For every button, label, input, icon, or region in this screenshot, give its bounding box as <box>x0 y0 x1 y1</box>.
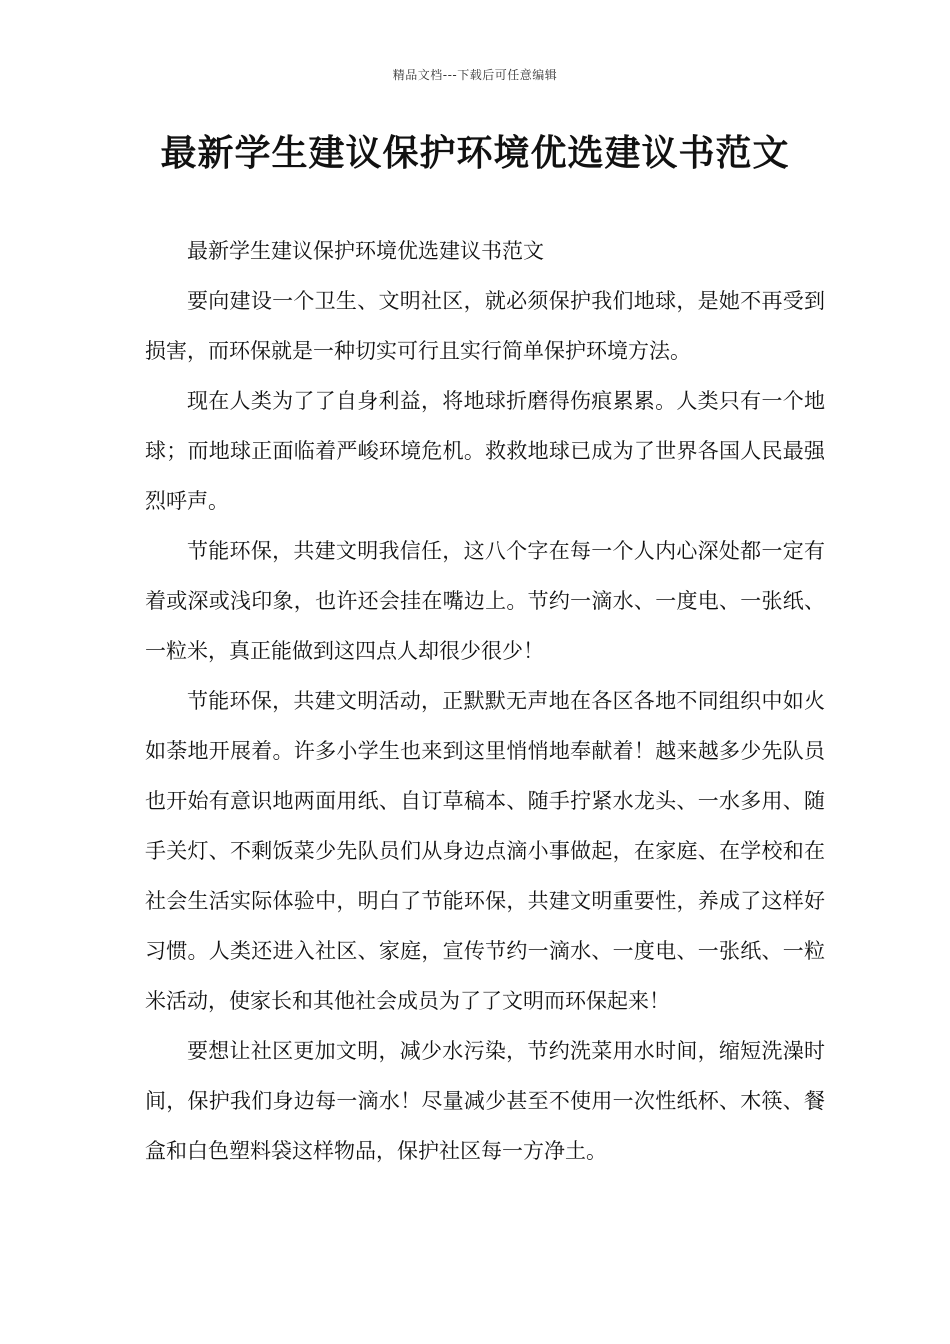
document-body <box>145 226 825 1176</box>
document-title: 最新学生建议保护环境优选建议书范文 <box>160 133 790 174</box>
paragraph: 节能环保，共建文明活动，正默默无声地在各区各地不同组织中如火如荼地开展着。许多小学生也来到这里悄悄地奉献着！越来越多少先队员也开始有意识地两面用纸、自订草稿本、随手拧紧水龙头、一水多用、随手关灯、不剩饭菜少先队员们从身边点滴小事做起，在家庭、在学校和在社会生活实际体验中，明白了节能环保，共建文明重要性，养成了这样好习惯。人类还进入社区、家庭，宣传节约一滴水、一度电、一张纸、一粒米活动，使家长和其他社会成员为了了文明而环保起来！ <box>145 689 825 1013</box>
header-note: 精品文档---下载后可任意编辑 <box>392 68 558 82</box>
paragraph: 要向建设一个卫生、文明社区，就必须保护我们地球，是她不再受到损害，而环保就是一种切实可行且实行简单保护环境方法。 <box>145 289 825 363</box>
paragraph: 节能环保，共建文明我信任，这八个字在每一个人内心深处都一定有着或深或浅印象，也许还会挂在嘴边上。节约一滴水、一度电、一张纸、一粒米，真正能做到这四点人却很少很少！ <box>145 539 825 663</box>
paragraph: 现在人类为了了自身利益，将地球折磨得伤痕累累。人类只有一个地球；而地球正面临着严峻环境危机。救救地球已成为了世界各国人民最强烈呼声。 <box>145 389 825 513</box>
paragraph-subtitle: 最新学生建议保护环境优选建议书范文 <box>187 239 544 263</box>
paragraph: 要想让社区更加文明，减少水污染，节约洗菜用水时间，缩短洗澡时间，保护我们身边每一滴水！尽量减少甚至不使用一次性纸杯、木筷、餐盒和白色塑料袋这样物品，保护社区每一方净土。 <box>145 1039 825 1163</box>
